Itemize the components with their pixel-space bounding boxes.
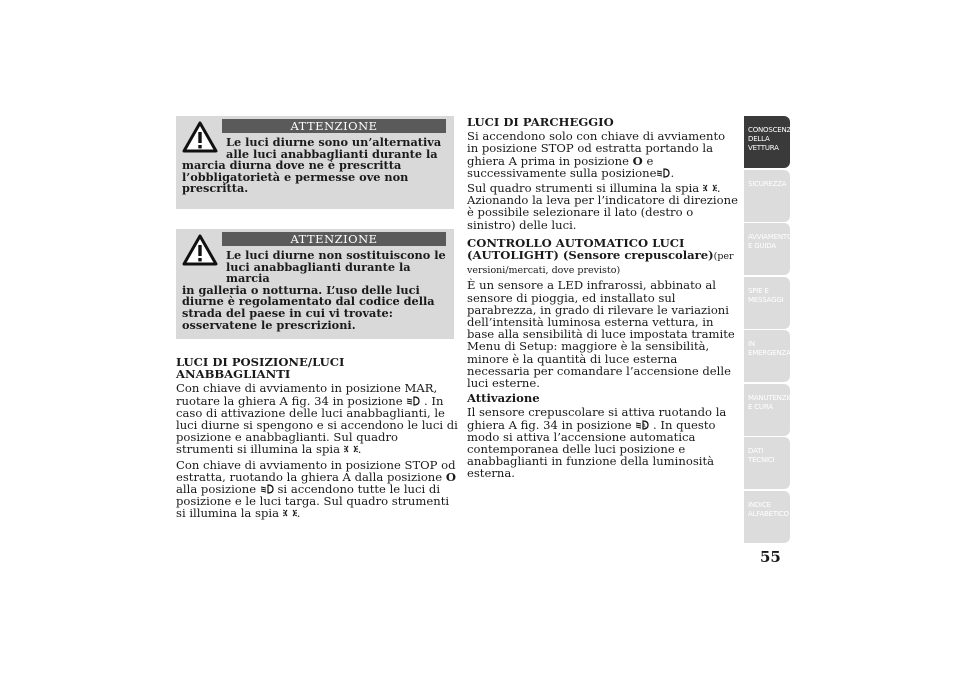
warning-line: diurne è regolamentato dal codice della: [182, 294, 435, 309]
side-lights-icon: [703, 183, 717, 193]
svg-text:A: A: [642, 423, 647, 430]
section-heading: LUCI DI PARCHEGGIO: [467, 115, 614, 129]
right-column: [467, 116, 739, 483]
warning-line: osservatene le prescrizioni.: [182, 317, 356, 332]
tab-conoscenza-vettura[interactable]: CONOSCENZA DELLA VETTURA: [744, 116, 790, 168]
warning-line: in galleria o notturna. L’uso delle luci: [182, 282, 420, 297]
section-heading: LUCI DI POSIZIONE/LUCI ANABBAGLIANTI: [176, 355, 345, 382]
tab-dati-tecnici[interactable]: DATI TECNICI: [744, 437, 790, 489]
tab-spie-messaggi[interactable]: SPIE E MESSAGGI: [744, 277, 790, 329]
paragraph: Si accendono solo con chiave di avviamento in posizione STOP od estratta portando la ghiera A prima in posizione O e successivamente sulla posizione .: [467, 129, 726, 180]
low-beam-icon: [406, 396, 420, 406]
warning-line: prescritta.: [182, 181, 249, 196]
low-beam-icon: [260, 484, 274, 494]
warning-line: Le luci diurne non sostituiscono le: [226, 248, 446, 262]
warning-line: luci anabbaglianti durante la marcia: [226, 259, 411, 286]
side-lights-icon: [344, 444, 358, 454]
warning-line: alle luci anabbaglianti durante la: [226, 146, 438, 161]
warning-line: Le luci diurne sono un’alternativa: [226, 135, 442, 149]
warning-header: ATTENZIONE: [222, 232, 446, 246]
tab-sicurezza[interactable]: SICUREZZA: [744, 170, 790, 222]
warning-text: [182, 137, 446, 195]
warning-box-1: [176, 116, 454, 209]
tab-manutenzione-cura[interactable]: MANUTENZIONE E CURA: [744, 384, 790, 436]
paragraph: Con chiave di avviamento in posizione STOP od estratta, ruotando la ghiera A dalla posizione O alla posizione si accendono tutte le luci di posizione e le luci targa. Sul quadro strumenti si illumina la spia .: [176, 457, 456, 521]
paragraph: Il sensore crepuscolare si attiva ruotando la ghiera A fig. 34 in posizione A . In questo modo si attiva l’accensione automatica contemporanea delle luci posizione e anabbaglianti in funzione della luminosità esterna.: [467, 405, 727, 481]
section-heading: CONTROLLO AUTOMATICO LUCI (AUTOLIGHT) (Sensore crepuscolare)(per versioni/mercati, dove previsto): [467, 235, 734, 277]
paragraph: Sul quadro strumenti si illumina la spia . Azionando la leva per l’indicatore di direzione è possibile selezionare il lato (destro o sinistro) delle luci.: [467, 181, 738, 232]
page-number: 55: [760, 548, 781, 566]
warning-line: marcia diurna dove ne è prescritta: [182, 158, 402, 173]
auto-light-icon: [635, 420, 649, 430]
warning-line: l’obbligatorietà e permesse ove non: [182, 169, 409, 184]
warning-line: strada del paese in cui vi trovate:: [182, 305, 393, 320]
chapter-tabs: [744, 116, 803, 544]
side-lights-icon: [283, 508, 297, 518]
warning-header: ATTENZIONE: [222, 119, 446, 133]
left-column: [176, 356, 458, 523]
tab-indice-alfabetico[interactable]: INDICE ALFABETICO: [744, 491, 790, 543]
warning-box-2: [176, 229, 454, 339]
tab-avviamento-guida[interactable]: AVVIAMENTO E GUIDA: [744, 223, 790, 275]
paragraph: Con chiave di avviamento in posizione MAR, ruotare la ghiera A fig. 34 in posizione . In caso di attivazione delle luci anabbaglianti, le luci diurne si spengono e si accendono le luci di posizione e anabbaglianti. Sul quadro strumenti si illumina la spia .: [176, 381, 458, 457]
low-beam-icon: [656, 168, 670, 178]
subsection-heading: Attivazione: [467, 391, 540, 406]
paragraph: È un sensore a LED infrarossi, abbinato al sensore di pioggia, ed installato sul parabrezza, in grado di rilevare le variazioni dell’intensità luminosa esterna vettura, in base alla sensibilità di luce impostata tramite Menu di Setup: maggiore è la sensibilità, minore è la quantità di luce esterna necessaria per comandare l’accensione delle luci esterne.: [467, 278, 735, 391]
warning-text: [182, 250, 446, 331]
tab-in-emergenza[interactable]: IN EMERGENZA: [744, 330, 790, 382]
